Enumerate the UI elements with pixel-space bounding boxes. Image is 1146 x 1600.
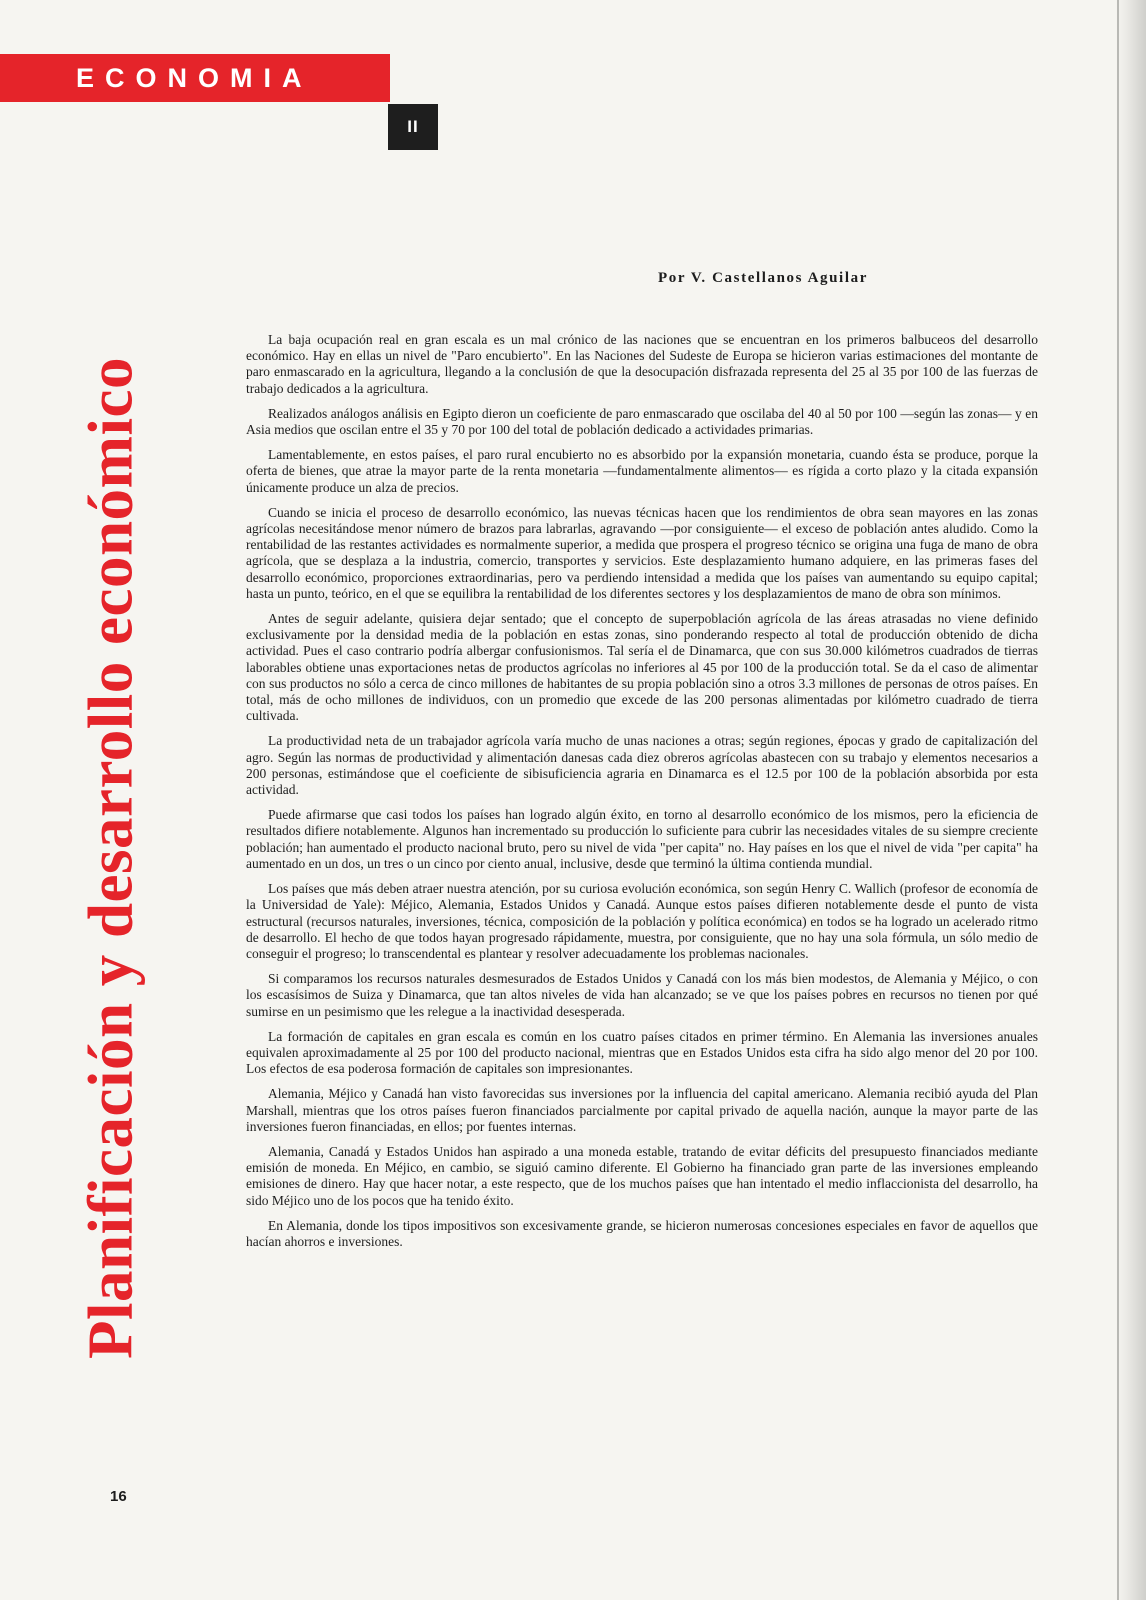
paragraph: Si comparamos los recursos naturales desmesurados de Estados Unidos y Canadá con los más bien modestos, de Alemania y Méjico, o con los escasísimos de Suiza y Dinamarca, que tan altos niveles de vida han alcanzado; se ve que los países pobres en recursos no tienen por qué sumirse en un pesimismo que les relegue a la inactividad desesperada. <box>246 971 1038 1019</box>
article-title-text: Planificación y desarrollo económico <box>75 357 146 1359</box>
paragraph: En Alemania, donde los tipos impositivos son excesivamente grande, se hicieron numerosas concesiones especiales en favor de aquellos que hacían ahorros e inversiones. <box>246 1217 1038 1249</box>
paragraph: Lamentablemente, en estos países, el paro rural encubierto no es absorbido por la expansión monetaria, cuando ésta se produce, porque la oferta de bienes, que atrae la mayor parte de la renta monetaria —fundamentalmente alimentos— es rígida a corto plazo y la citada expansión únicamente produce un alza de precios. <box>246 447 1038 495</box>
paragraph: La productividad neta de un trabajador agrícola varía mucho de unas naciones a otras; según regiones, épocas y grado de capitalización del agro. Según las normas de productividad y alimentación danesas cada diez obreros agrícolas abastecen con su trabajo y elementos necesarios a 200 personas, estimándose que el coeficiente de sibisuficiencia agraria en Dinamarca es el 12.5 por 100 de la población absorbida por esta actividad. <box>246 733 1038 798</box>
section-banner: ECONOMIA <box>0 54 390 102</box>
part-number-box: II <box>388 104 438 150</box>
paragraph: Puede afirmarse que casi todos los países han logrado algún éxito, en torno al desarrollo económico de los mismos, pero la eficiencia de resultados difiere notablemente. Algunos han incrementado su producción lo suficiente para cubrir las necesidades vitales de su siempre creciente población; han aumentado el producto nacional bruto, pero su nivel de vida "per capita" no. Hay países en los que el nivel de vida "per capita" ha aumentado en un dos, un tres o un cinco por ciento anual, inclusive, desde que terminó la última contienda mundial. <box>246 807 1038 871</box>
paragraph: Alemania, Canadá y Estados Unidos han aspirado a una moneda estable, tratando de evitar déficits del presupuesto financiados mediante emisión de moneda. En Méjico, en cambio, se siguió camino diferente. El Gobierno ha financiado gran parte de las inversiones empleando emisiones de dinero. Hay que hacer notar, a este respecto, que de los muchos países que han intentado el medio inflaccionista del desarrollo, ha sido Méjico uno de los pocos que ha tenido éxito. <box>246 1143 1038 1208</box>
paragraph: La formación de capitales en gran escala es común en los cuatro países citados en primer término. En Alemania las inversiones anuales equivalen aproximadamente al 25 por 100 del producto nacional, mientras que en Estados Unidos esta cifra ha sido algo menor del 20 por 100. Los efectos de esa poderosa formación de capitales son impresionantes. <box>246 1028 1038 1077</box>
paragraph: La baja ocupación real en gran escala es un mal crónico de las naciones que se encuentran en los primeros balbuceos del desarrollo económico. Hay en ellas un nivel de "Paro encubierto". En las Naciones del Sudeste de Europa se hicieron varias estimaciones del montante de paro enmascarado en la agricultura, llegando a la conclusión de que la desocupación disfrazada representa del 25 al 35 por 100 de las fuerzas de trabajo dedicados a la agricultura. <box>246 332 1038 396</box>
page-binding-line <box>1117 0 1119 1600</box>
page-number: 16 <box>110 1488 127 1505</box>
paragraph: Alemania, Méjico y Canadá han visto favorecidas sus inversiones por la influencia del capital americano. Alemania recibió ayuda del Plan Marshall, mientras que los otros países fueron financiados parcialmente por capital privado de aquella nación, aunque la mayor parte de las inversiones fueron financiadas, en ellos; por fuentes internas. <box>246 1086 1038 1134</box>
byline: Por V. Castellanos Aguilar <box>658 270 868 286</box>
article-body <box>246 332 1038 1259</box>
page-edge-shadow <box>1116 0 1146 1600</box>
article-title <box>75 218 146 1498</box>
paragraph: Realizados análogos análisis en Egipto dieron un coeficiente de paro enmascarado que oscilaba del 40 al 50 por 100 —según las zonas— y en Asia medios que oscilan entre el 35 y 70 por 100 del total de población dedicado a actividades primarias. <box>246 405 1038 438</box>
paragraph: Antes de seguir adelante, quisiera dejar sentado; que el concepto de superpoblación agrícola de las áreas atrasadas no viene definido exclusivamente por la densidad media de la población en estas zonas, sino ponderando respecto al total de producción obtenido de dicha actividad. Pues el caso contrario podría albergar confusionismos. Tal sería el de Dinamarca, que con sus 30.000 kilómetros cuadrados de tierras laborables obtiene unas exportaciones netas de productos agrícolas no inferiores al 45 por 100 de la producción total. Se da el caso de alimentar con sus productos no sólo a cerca de cinco millones de habitantes de su propia población sino a otros 3.3 millones de personas de otros países. En total, más de ocho millones de individuos, con un promedio que excede de las 200 personas alimentadas por kilómetro cuadrado de tierra cultivada. <box>246 611 1038 724</box>
paragraph: Cuando se inicia el proceso de desarrollo económico, las nuevas técnicas hacen que los rendimientos de obra sean mayores en las zonas agrícolas necesitándose menor número de brazos para labrarlas, agravando —por consiguiente— el exceso de población antes aludido. Como la rentabilidad de las restantes actividades es normalmente superior, a medida que prospera el progreso técnico se origina una fuga de mano de obra agrícola, que se desplaza a la industria, comercio, transportes y servicios. Este desplazamiento humano adquiere, en las primeras fases del desarrollo económico, proporciones extraordinarias, pero va perdiendo intensidad a medida que los países van aumentando su equipo capital; hasta un punto, teórico, en el que se equilibra la rentabilidad de los diferentes sectores y los desplazamientos de mano de obra son mínimos. <box>246 504 1038 601</box>
paragraph: Los países que más deben atraer nuestra atención, por su curiosa evolución económica, son según Henry C. Wallich (profesor de economía de la Universidad de Yale): Méjico, Alemania, Estados Unidos y Canadá. Aunque estos países difieren notablemente desde el punto de vista estructural (recursos naturales, inversiones, técnica, composición de la población y política económica) en todos se ha logrado un acelerado ritmo de desarrollo. El hecho de que todos hayan progresado rápidamente, muestra, por consiguiente, que no hay una sola fórmula, un sólo medio de conseguir el progreso; lo transcendental es plantear y resolver adecuadamente los problemas nacionales. <box>246 881 1038 961</box>
